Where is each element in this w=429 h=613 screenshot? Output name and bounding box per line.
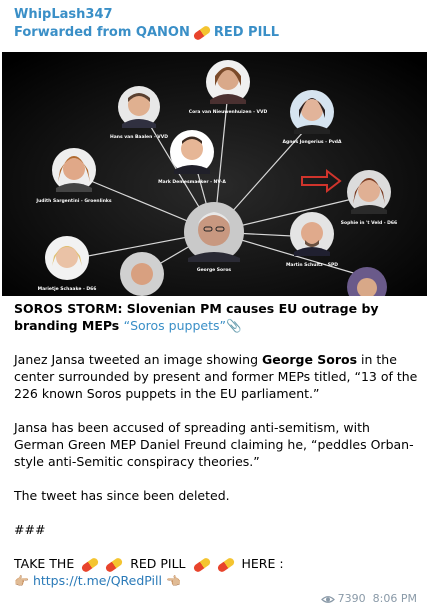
message-photo[interactable]	[2, 52, 427, 296]
pointing-right-hand-icon: 👉🏼	[14, 574, 29, 588]
soros-puppets-graphic	[2, 52, 427, 296]
channel-link[interactable]: https://t.me/QRedPill	[32, 573, 162, 588]
label-agnes: Agnes Jongerius - PvdA	[282, 140, 342, 145]
paperclip-icon: 📎	[225, 318, 242, 333]
forwarded-from[interactable]	[14, 24, 415, 42]
cta-text-b: RED PILL	[130, 556, 186, 571]
label-marietje: Marietje Schaake - D66	[37, 287, 97, 292]
cta-text-c: HERE :	[241, 556, 284, 571]
message-bubble	[2, 2, 427, 609]
label-soros: George Soros	[196, 268, 232, 273]
message-text	[14, 300, 418, 590]
link-line	[14, 572, 418, 590]
paragraph-3: The tweet has since been deleted.	[14, 488, 230, 503]
headline-quote: “Soros puppets”	[123, 318, 226, 333]
pill-icon	[105, 556, 124, 573]
label-cora: Cora van Nieuwenhuizen - VVD	[188, 110, 268, 115]
paragraph-4: ###	[14, 522, 46, 537]
cta-text-a: TAKE THE	[14, 556, 75, 571]
sender-name[interactable]: WhipLash347	[14, 7, 113, 22]
paragraph-2: Jansa has been accused of spreading anti-semitism, with German Green MEP Daniel Freund claiming he, “peddles Orban-style anti-Semitic conspiracy theories.”	[14, 420, 414, 469]
forwarded-suffix: RED PILL	[213, 25, 279, 40]
label-hans: Hans van Baalen - VVD	[110, 135, 168, 140]
pill-icon	[216, 556, 235, 573]
paragraph-1	[14, 351, 418, 402]
para1-bold: George Soros	[262, 352, 358, 367]
label-judith: Judith Sargentini - Groenlinks	[36, 199, 112, 204]
message-meta	[321, 592, 417, 605]
view-count: 7390	[337, 592, 366, 605]
forwarded-prefix: Forwarded from QANON	[14, 25, 190, 40]
para1-text-a: Janez Jansa tweeted an image showing	[14, 352, 262, 367]
portrait-bottom-middle	[120, 252, 164, 296]
para1-text-b: in the center surrounded by present and former MEPs titled, “13 of the 226 known Soros puppets in the EU parliament.”	[14, 352, 418, 401]
message-header	[2, 2, 427, 42]
pointing-left-hand-icon: 👈🏼	[165, 574, 181, 588]
pill-icon	[81, 556, 100, 573]
label-mark: Mark Demesmaeker - NV-A	[158, 180, 226, 185]
pill-icon	[192, 556, 211, 573]
label-sophie: Sophie in 't Veld - D66	[340, 221, 398, 226]
message-time: 8:06 PM	[372, 592, 417, 605]
views-eye-icon	[321, 595, 335, 604]
pill-icon	[192, 24, 211, 41]
headline	[14, 300, 418, 334]
label-martin: Martin Schultz - SPD	[285, 263, 339, 268]
headline-bold: SOROS STORM: Slovenian PM causes EU outrage by branding MEPs	[14, 301, 379, 333]
cta-line	[14, 555, 418, 572]
